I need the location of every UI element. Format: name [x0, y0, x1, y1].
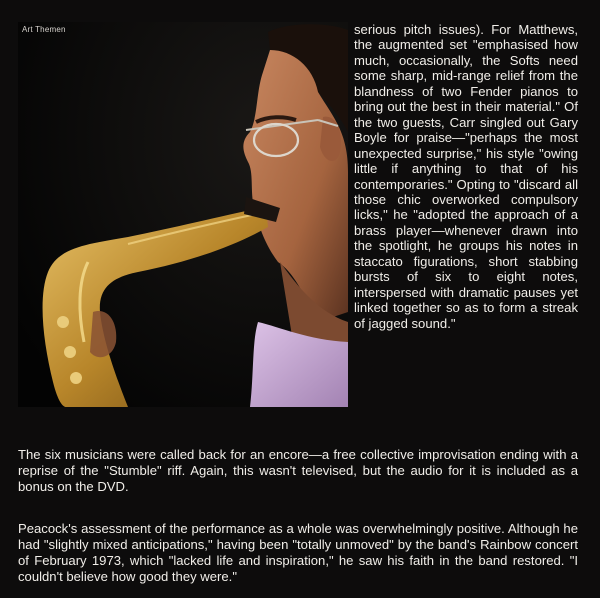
photo-art-themen [18, 22, 348, 407]
side-column-text: serious pitch issues). For Matthews, the augmented set "emphasised how much, occasionally, the Softs need some sharp, mid-range relief from the blandness of two Fender pianos to bring out the best in their material." Of the two guests, Carr singled out Gary Boyle for praise—"perhaps the most unexpected surprise," his style "owing little if anything to that of his contemporaries." Opting to "discard all those chic overworked compulsory licks," he "adopted the approach of a brass player—whenever drawn into the spotlight, he groups his notes in staccato figurations, short stabbing bursts of six to eight notes, interspersed with dramatic pauses yet linked together so as to form a streak of jagged sound." [354, 22, 578, 331]
saxophonist-photo-icon [18, 22, 348, 407]
paragraph-assessment: Peacock's assessment of the performance as a whole was overwhelmingly positive. Although he had "slightly mixed anticipations," having been "totally unmoved" by the band's Rainbow concert of February 1973, which "lacked life and inspiration," he saw his faith in the band restored. "I couldn't believe how good they were." [18, 521, 578, 585]
paragraph-encore: The six musicians were called back for an encore—a free collective improvisation ending with a reprise of the "Stumble" riff. Again, this wasn't televised, but the audio for it is included as a bonus on the DVD. [18, 447, 578, 495]
photo-caption: Art Themen [22, 25, 66, 34]
